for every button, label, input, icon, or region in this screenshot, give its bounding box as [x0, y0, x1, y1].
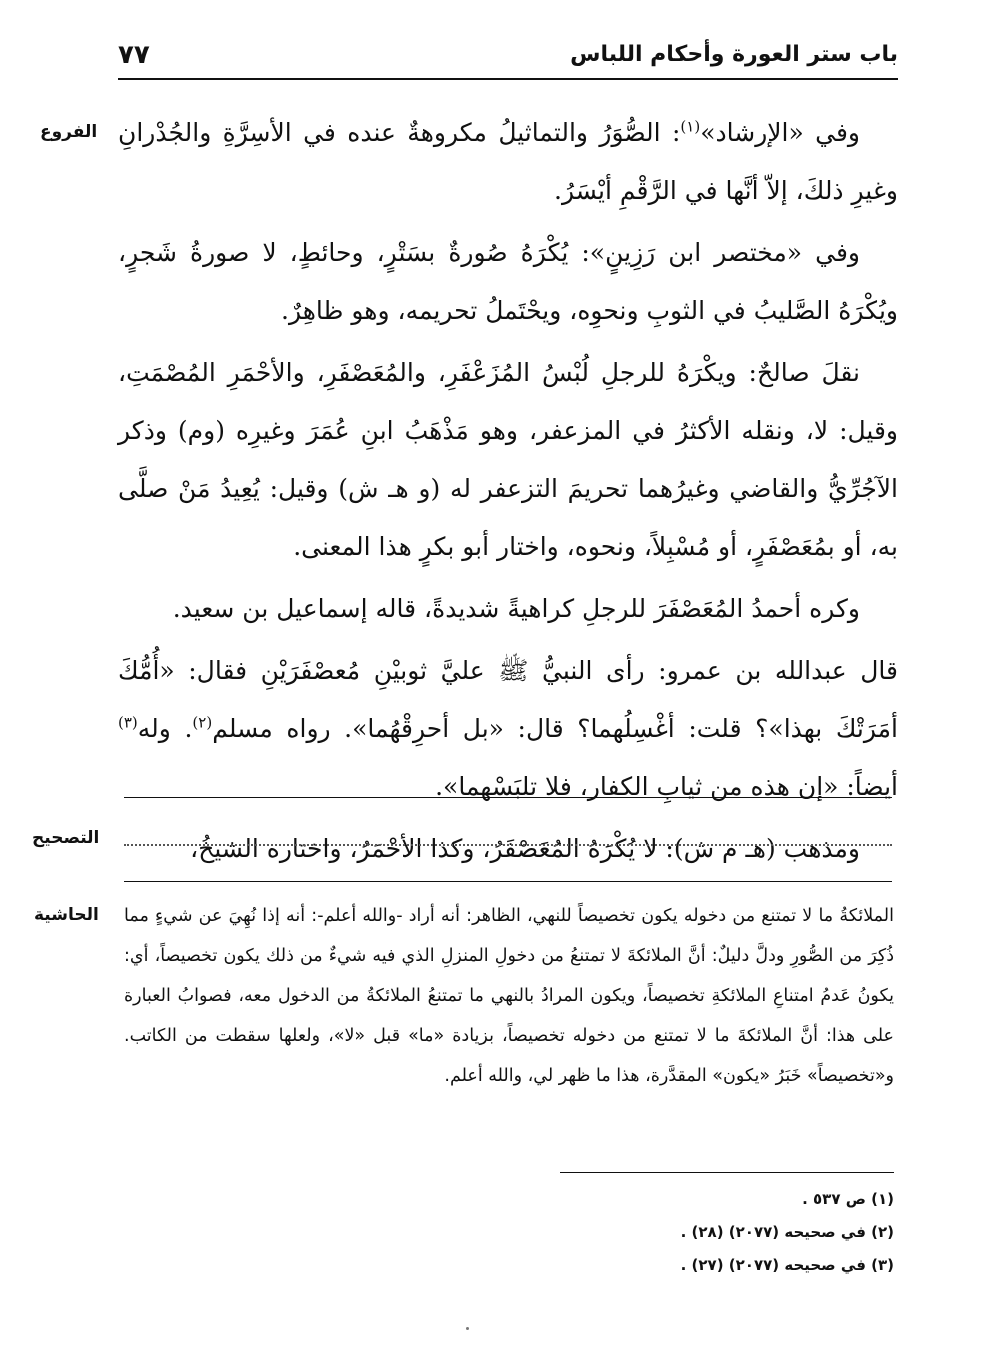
footnote-1: (١) ص ٥٣٧ .: [802, 1190, 894, 1208]
running-header: [118, 38, 898, 80]
side-label-tashih: التصحيح: [32, 828, 100, 848]
section-rule-top: [124, 797, 892, 798]
section-rule-bottom: [124, 881, 892, 882]
header-rule: [118, 78, 898, 80]
page-number: ٧٧: [118, 40, 150, 70]
chapter-title: باب ستر العورة وأحكام اللباس: [570, 42, 898, 67]
paragraph-hadith: قال عبدالله بن عمرو: رأى النبيُّ ﷺ عليَّ ثوبيْنِ مُعصْفَرَيْنِ فقال: «أُمُّكَ أمَرَتْكَ بهذا»؟ قلت: أغْسِلُهما؟ قال: «بل أحرِقْهُما». رواه مسلم$^{(٢)}$. وله$^{(٣)}$ أيضاً: «إن هذه من ثيابِ الكفار، فلا تلبَسْهما».: [118, 656, 898, 801]
paragraph-ahmad: وكره أحمدُ المُعَصْفَرَ للرجلِ كراهيةً شديدةً، قاله إسماعيل بن سعيد.: [172, 594, 860, 623]
footnote-3: (٣) في صحيحه (٢٠٧٧) (٢٧) .: [680, 1256, 894, 1274]
tashih-dotted-line: [124, 844, 892, 846]
footnote-ref-3: (٣): [118, 713, 138, 732]
footnote-ref-1: (١): [680, 117, 701, 136]
footnote-ref-2: (٢): [192, 713, 213, 732]
footnotes: [114, 1183, 894, 1282]
side-label-furu: الفروع: [40, 122, 98, 142]
main-text: [118, 104, 898, 882]
hashiya-paragraph: الملائكةُ ما لا تمتنع من دخوله يكون تخصيصاً للنهي، الظاهر: أنه أراد -والله أعلم-: أنه إذا نُهِيَ عن شيءٍ مما ذُكِرَ من الصُّورِ ودلَّ دليلٌ: أنَّ الملائكةَ لا تمتنعُ من دخولِ المنزلِ الذي فيه شيءٌ من ذلك يكون تخصيصاً، أي: يكونُ عَدمُ امتناعِ الملائكةِ تخصيصاً، ويكون المرادُ بالنهي ما تمتنعُ الملائكةُ من الدخول معه، فصوابُ العبارة على هذا: أنَّ الملائكةَ ما لا تمتنع من دخوله تخصيصاً، بزيادة «ما» قبل «لا»، ولعلها سقطت من الكاتب. و«تخصيصاً» خَبَرُ «يكون» المقدَّرة، هذا ما ظهر لي، والله أعلم.: [124, 906, 894, 1086]
paragraph-ibn-razin: وفي «مختصر ابن رَزِينٍ»: يُكْرَهُ صُورةٌ بسَتْرٍ، وحائطٍ، لا صورةُ شَجرٍ، ويُكْرَهُ الصَّليبُ في الثوبِ ونحوِه، ويحْتَملُ تحريمه، وهو ظاهِرٌ.: [118, 238, 898, 325]
side-label-hashiya: الحاشية: [34, 905, 99, 925]
paragraph-salih: نقلَ صالحٌ: ويكْرَهُ للرجلِ لُبْسُ المُزَعْفَرِ، والمُعَصْفَرِ، والأحْمَرِ المُصْمَتِ، وقيل: لا، ونقله الأكثرُ في المزعفر، وهو مَذْهَبُ ابنِ عُمَرَ وغيرِه (وم) وذكر الآجُرِّيُّ والقاضي وغيرُهما تحريمَ التزعفر له (و هـ ش) وقيل: يُعِيدُ مَنْ صلَّى به، أو بمُعَصْفَرٍ، أو مُسْبِلاً، ونحوه، واختار أبو بكرٍ هذا المعنى.: [118, 358, 898, 561]
scan-speck: [466, 1327, 469, 1330]
footnote-2: (٢) في صحيحه (٢٠٧٧) (٢٨) .: [680, 1223, 894, 1241]
paragraph-madhhab: ومذهب (هـ م ش): لا يُكْرَهُ المُعَصْفَرُ، وكذا الأحْمَرُ، واختاره الشيخُ،: [190, 834, 860, 863]
paragraph-irshad: وفي «الإرشاد»$^{(١)}$: الصُّوَرُ والتماثيلُ مكروهةٌ عنده في الأسِرَّةِ والجُدْرانِ وغيرِ ذلكَ، إلاّ أنَّها في الرَّقْمِ أيْسَرُ.: [118, 117, 898, 205]
footnote-rule: [560, 1172, 894, 1173]
hashiya-text: [124, 896, 894, 1096]
